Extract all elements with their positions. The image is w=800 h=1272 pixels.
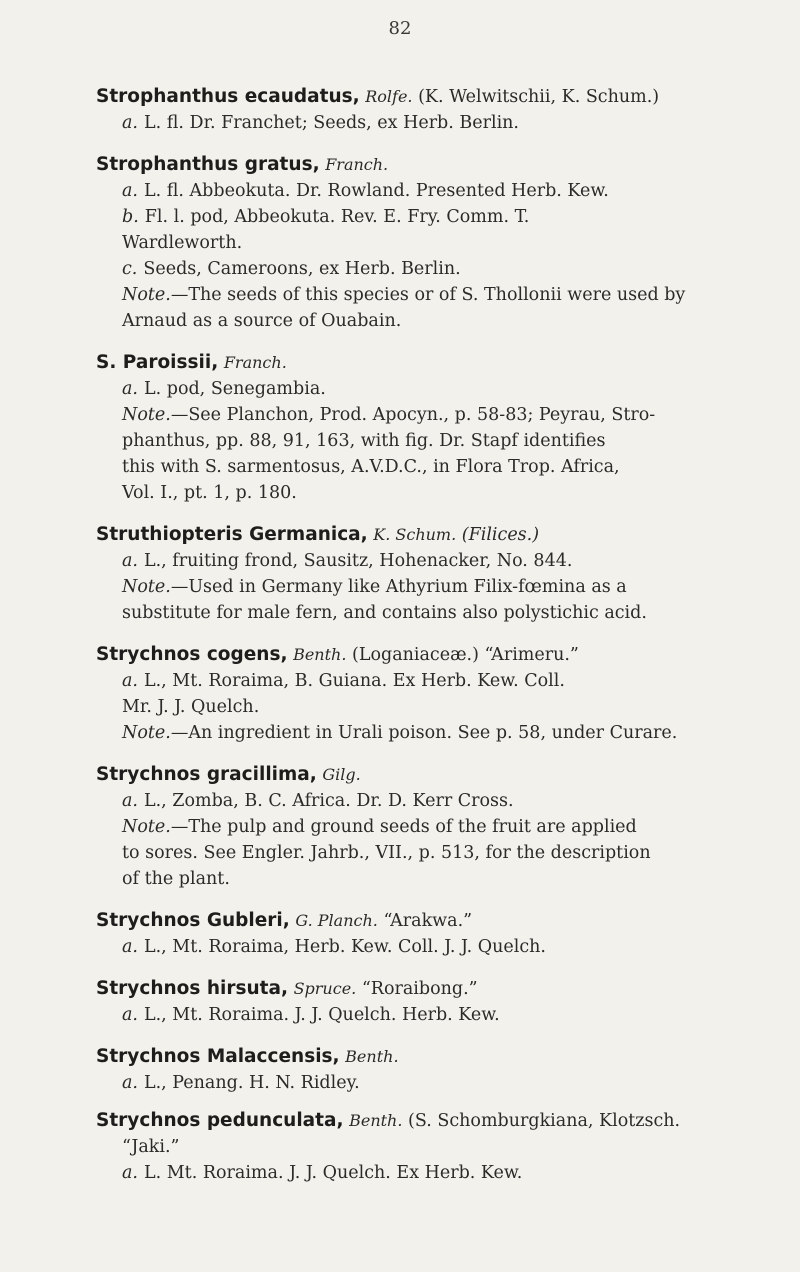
species-name: Strychnos Malaccensis,: [96, 1046, 340, 1067]
specimen-item: [96, 1070, 776, 1096]
entry-heading: [96, 84, 776, 110]
note-continuation: substitute for male fern, and contains also polystichic acid.: [122, 603, 647, 623]
note-text: —The pulp and ground seeds of the fruit are applied: [170, 817, 637, 837]
species-authority: Franch.: [325, 155, 389, 174]
item-continuation: Wardleworth.: [122, 233, 243, 253]
item-letter: c.: [122, 259, 138, 279]
species-name: Strophanthus ecaudatus,: [96, 86, 360, 107]
species-name: Strychnos hirsuta,: [96, 978, 288, 999]
note-text: —Used in Germany like Athyrium Filix-fœmina as a: [170, 577, 627, 597]
species-authority: Benth.: [345, 1047, 399, 1066]
item-text: L. pod, Senegambia.: [144, 379, 326, 399]
entry-heading: [96, 642, 776, 668]
entry-heading: [96, 908, 776, 934]
note-continuation: of the plant.: [122, 869, 230, 889]
note-label: Note.: [122, 405, 171, 425]
species-synonym: (K. Welwitschii, K. Schum.): [418, 87, 660, 107]
species-common-name: (Loganiaceæ.) “Arimeru.”: [352, 645, 579, 665]
entry-heading: [96, 976, 776, 1002]
note: [96, 574, 776, 600]
item-letter: a.: [122, 113, 138, 133]
item-text: L., fruiting frond, Sausitz, Hohenacker, No. 844.: [144, 551, 573, 571]
specimen-item: [96, 376, 776, 402]
entry-strychnos-gracillima: [96, 762, 776, 892]
entry-heading: [96, 1108, 776, 1134]
note-continuation: Vol. I., pt. 1, p. 180.: [122, 483, 297, 503]
species-name: Struthiopteris Germanica,: [96, 524, 368, 545]
item-letter: a.: [122, 671, 138, 691]
note-text: —The seeds of this species or of S. Thollonii were used by: [170, 285, 686, 305]
item-text: L. Mt. Roraima. J. J. Quelch. Ex Herb. Kew.: [144, 1163, 523, 1183]
entry-strychnos-cogens: [96, 642, 776, 746]
item-letter: b.: [122, 207, 139, 227]
entry-heading: [96, 762, 776, 788]
item-letter: a.: [122, 791, 138, 811]
specimen-item: [96, 1002, 776, 1028]
entry-strychnos-pedunculata: [96, 1108, 776, 1186]
species-family: (Filices.): [461, 525, 540, 545]
entry-heading: [96, 350, 776, 376]
item-letter: a.: [122, 181, 138, 201]
note-text: —See Planchon, Prod. Apocyn., p. 58-83; Peyrau, Stro-: [170, 405, 656, 425]
item-letter: a.: [122, 937, 138, 957]
item-text: L., Penang. H. N. Ridley.: [144, 1073, 360, 1093]
entry-heading: [96, 1044, 776, 1070]
specimen-item: [96, 256, 776, 282]
species-authority: Rolfe.: [365, 87, 413, 106]
note-continuation: phanthus, pp. 88, 91, 163, with fig. Dr. Stapf identifies: [122, 431, 606, 451]
note-label: Note.: [122, 577, 171, 597]
species-common-name: “Roraibong.”: [361, 979, 478, 999]
entry-strychnos-malaccensis: [96, 1044, 776, 1096]
entry-strychnos-gubleri: [96, 908, 776, 960]
species-authority: Benth.: [293, 645, 347, 664]
entry-struthiopteris-germanica: [96, 522, 776, 626]
item-text: L. fl. Dr. Franchet; Seeds, ex Herb. Berlin.: [144, 113, 519, 133]
note-continuation: to sores. See Engler. Jahrb., VII., p. 513, for the description: [122, 843, 651, 863]
item-letter: a.: [122, 551, 138, 571]
specimen-item: [96, 548, 776, 574]
item-continuation: Mr. J. J. Quelch.: [122, 697, 260, 717]
specimen-item: [96, 204, 776, 230]
species-common-name: “Arakwa.”: [383, 911, 473, 931]
species-authority: K. Schum.: [373, 525, 457, 544]
species-name: Strychnos gracillima,: [96, 764, 317, 785]
note: [96, 814, 776, 840]
item-text: L., Mt. Roraima. J. J. Quelch. Herb. Kew.: [144, 1005, 500, 1025]
common-name-line: “Jaki.”: [122, 1137, 180, 1157]
note: [96, 282, 776, 308]
specimen-item: [96, 178, 776, 204]
note-label: Note.: [122, 817, 171, 837]
item-letter: a.: [122, 1073, 138, 1093]
species-authority: G. Planch.: [295, 911, 378, 930]
item-text: L., Zomba, B. C. Africa. Dr. D. Kerr Cross.: [144, 791, 514, 811]
species-synonym: (S. Schomburgkiana, Klotzsch.: [408, 1111, 681, 1131]
species-name: Strophanthus gratus,: [96, 154, 320, 175]
item-letter: a.: [122, 1163, 138, 1183]
specimen-item: [96, 1160, 776, 1186]
species-name: S. Paroissii,: [96, 352, 219, 373]
species-authority: Franch.: [223, 353, 287, 372]
specimen-item: [96, 110, 776, 136]
species-name: Strychnos pedunculata,: [96, 1110, 344, 1131]
item-text: L., Mt. Roraima, Herb. Kew. Coll. J. J. Quelch.: [144, 937, 546, 957]
entry-heading: [96, 152, 776, 178]
item-text: L. fl. Abbeokuta. Dr. Rowland. Presented Herb. Kew.: [144, 181, 609, 201]
note-label: Note.: [122, 285, 171, 305]
note: [96, 720, 776, 746]
species-authority: Gilg.: [322, 765, 361, 784]
item-letter: a.: [122, 1005, 138, 1025]
page-number: 82: [388, 18, 412, 39]
item-text: L., Mt. Roraima, B. Guiana. Ex Herb. Kew. Coll.: [144, 671, 565, 691]
entry-heading: [96, 522, 776, 548]
species-name: Strychnos cogens,: [96, 644, 288, 665]
entry-s-paroissii: [96, 350, 776, 506]
species-authority: Benth.: [349, 1111, 403, 1130]
note-continuation: this with S. sarmentosus, A.V.D.C., in Flora Trop. Africa,: [122, 457, 620, 477]
item-text: Fl. l. pod, Abbeokuta. Rev. E. Fry. Comm. T.: [144, 207, 530, 227]
note-continuation: Arnaud as a source of Ouabain.: [122, 311, 402, 331]
species-authority: Spruce.: [293, 979, 357, 998]
document-body: [96, 84, 776, 1202]
species-name: Strychnos Gubleri,: [96, 910, 290, 931]
note-label: Note.: [122, 723, 171, 743]
specimen-item: [96, 934, 776, 960]
specimen-item: [96, 668, 776, 694]
note: [96, 402, 776, 428]
specimen-item: [96, 788, 776, 814]
entry-strophanthus-ecaudatus: [96, 84, 776, 136]
item-text: Seeds, Cameroons, ex Herb. Berlin.: [143, 259, 461, 279]
entry-strophanthus-gratus: [96, 152, 776, 334]
entry-strychnos-hirsuta: [96, 976, 776, 1028]
note-text: —An ingredient in Urali poison. See p. 58, under Curare.: [170, 723, 678, 743]
item-letter: a.: [122, 379, 138, 399]
